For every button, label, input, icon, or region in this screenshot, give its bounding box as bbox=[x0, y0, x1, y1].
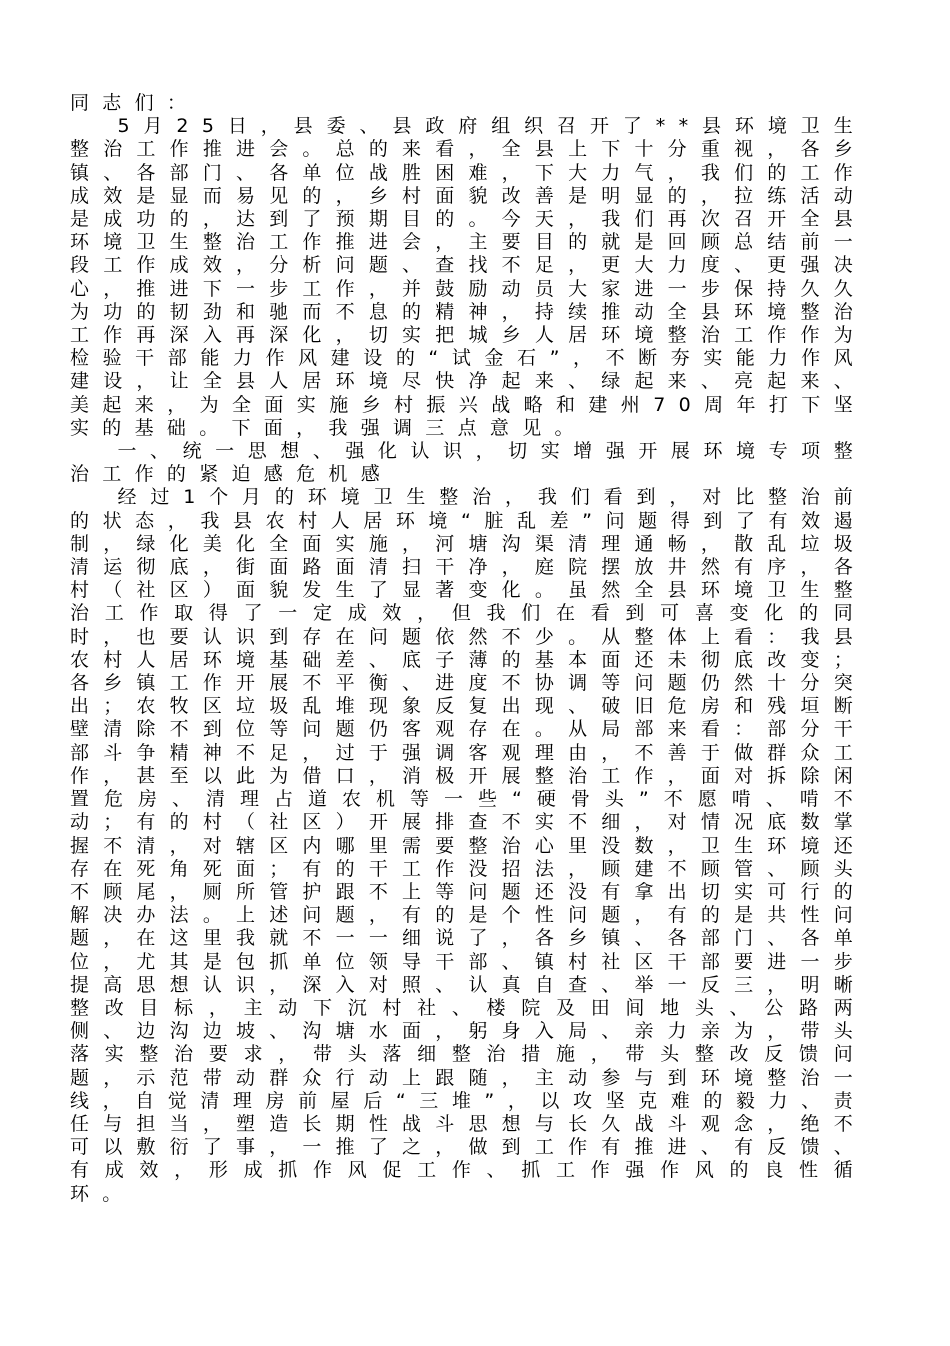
section-heading: 一、统一思想、强化认识，切实增强开展环境专项整治工作的紧迫感危机感 bbox=[70, 440, 866, 486]
document-page bbox=[70, 92, 866, 1206]
paragraph-section-one: 经过1个月的环境卫生整治，我们看到，对比整治前的状态，我县农村人居环境“脏乱差”问题得到了有效遏制，绿化美化全面实施，河塘沟渠清理通畅，散乱垃圾清运彻底，街面路面清扫干净，庭院摆放井然有序，各村（社区）面貌发生了显著变化。虽然全县环境卫生整治工作取得了一定成效，但我们在看到可喜变化的同时，也要认识到存在问题依然不少。从整体上看：我县农村人居环境基础差、底子薄的基本面还未彻底改变；各乡镇工作开展不平衡、进度不协调等问题仍然十分突出；农牧区垃圾乱堆现象反复出现、破旧危房和残垣断壁清除不到位等问题仍客观存在。从局部来看：部分干部斗争精神不足，过于强调客观理由，不善于做群众工作，甚至以此为借口，消极开展整治工作，面对拆除闲置危房、清理占道农机等一些“硬骨头”不愿啃、啃不动；有的村（社区）开展排查不实不细，对情况底数掌握不清，对辖区内哪里需要整治心里没数，卫生环境还存在死角死面；有的干工作没招法，顾建不顾管、顾头不顾尾，厕所管护跟不上等问题还没有拿出切实可行的解决办法。上述问题，有的是个性问题，有的是共性问题，在这里我就不一一细说了，各乡镇、各部门、各单位，尤其是包抓单位领导干部、镇村社区干部要进一步提高思想认识，深入对照、认真自查、举一反三，明晰整改目标，主动下沉村社、楼院及田间地头、公路两侧、边沟边坡、沟塘水面，躬身入局、亲力亲为，带头落实整治要求，带头落细整治措施，带头整改反馈问题，示范带动群众行动上跟随，主动参与到环境整治一线，自觉清理房前屋后“三堆”，以攻坚克难的毅力、责任与担当，塑造长期性战斗思想与长久战斗观念，绝不可以敷衍了事，一推了之，做到工作有推进、有反馈、有成效，形成抓作风促工作、抓工作强作风的良性循环。 bbox=[70, 486, 866, 1205]
greeting: 同志们： bbox=[70, 92, 200, 114]
paragraph-intro: 5月25日，县委、县政府组织召开了**县环境卫生整治工作推进会。总的来看，全县上下十分重视，各乡镇、各部门、各单位战胜困难，下大力气，我们的工作成效是显而易见的，乡村面貌改善是明显的，拉练活动是成功的，达到了预期目的。今天，我们再次召开全县环境卫生整治工作推进会，主要目的就是回顾总结前一段工作成效，分析问题、查找不足，更大力度、更强决心，推进下一步工作，并鼓励动员大家进一步保持久久为功的韧劲和驰而不息的精神，持续推动全县环境整治工作再深入再深化，切实把城乡人居环境整治工作作为检验干部能力作风建设的“试金石”，不断夯实能力作风建设，让全县人居环境尽快净起来、绿起来、亮起来、美起来，为全面实施乡村振兴战略和建州70周年打下坚实的基础。下面，我强调三点意见。 bbox=[70, 115, 866, 439]
